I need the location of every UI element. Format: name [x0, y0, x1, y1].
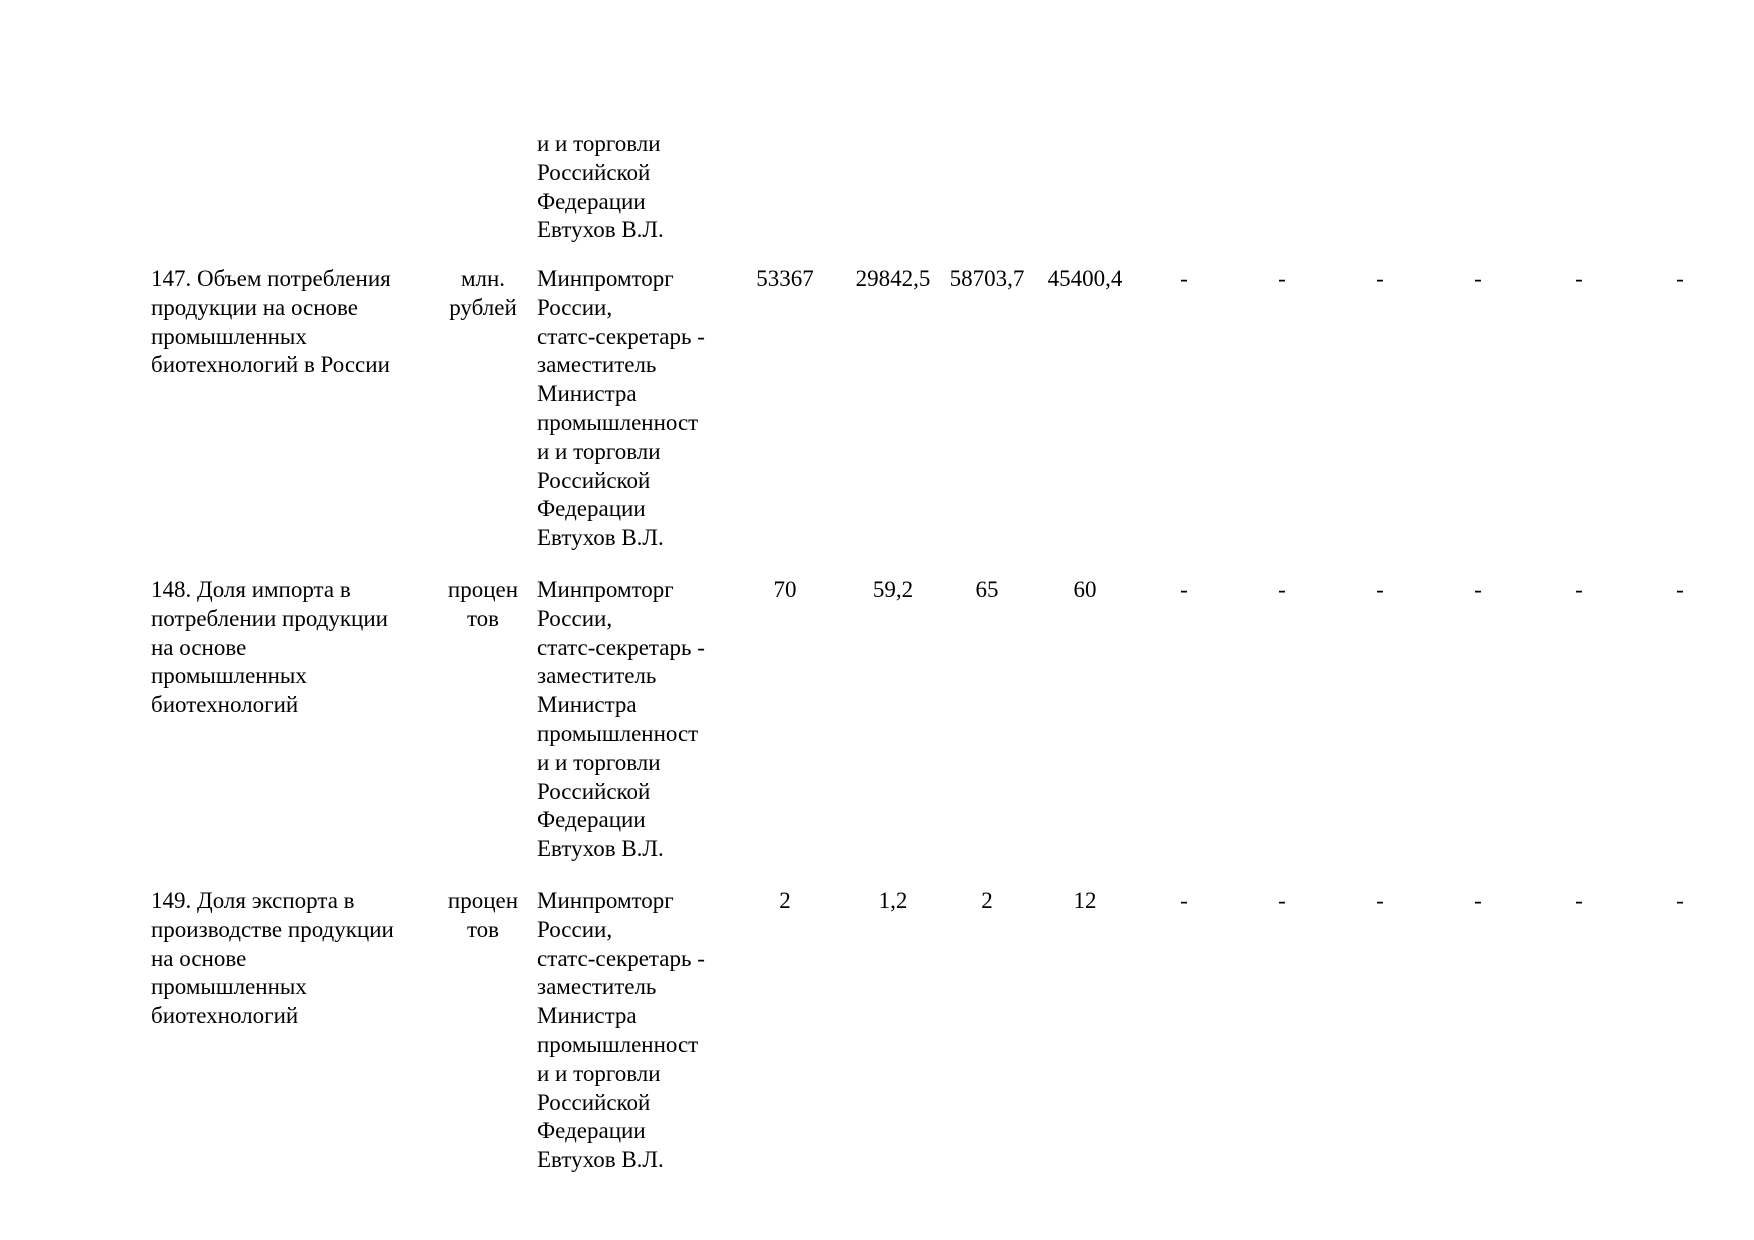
value-cell: 1,2	[878, 888, 908, 913]
value-cell: 53367	[756, 266, 814, 291]
value-cell: -	[1278, 888, 1286, 913]
value-cell: -	[1474, 266, 1482, 291]
value-cell: 59,2	[872, 577, 914, 602]
value-cell: 70	[773, 577, 797, 602]
value-cell: -	[1180, 888, 1188, 913]
value-cell: 2	[981, 888, 993, 913]
unit-of-measure: млн. рублей	[449, 266, 517, 320]
unit-of-measure: процен тов	[447, 888, 519, 942]
value-cell: -	[1474, 888, 1482, 913]
responsible-party: Минпромторг России, статс-секретарь - заместитель Министра промышленност и и торговли Российской Федерации Евтухов В.Л.	[537, 266, 705, 551]
indicator-name: 147. Объем потребления продукции на основе промышленных биотехнологий в России	[151, 266, 391, 378]
table-row	[0, 265, 1754, 565]
value-cell: 58703,7	[949, 266, 1025, 291]
value-cell: -	[1376, 577, 1384, 602]
value-cell: 60	[1073, 577, 1097, 602]
continuation-responsible-text: и и торговли Российской Федерации Евтухов В.Л.	[537, 131, 664, 243]
unit-of-measure: процен тов	[447, 577, 519, 631]
value-cell: -	[1376, 266, 1384, 291]
value-cell: 12	[1073, 888, 1097, 913]
value-cell: -	[1278, 266, 1286, 291]
value-cell: -	[1676, 577, 1684, 602]
value-cell: -	[1575, 266, 1583, 291]
value-cell: -	[1474, 577, 1482, 602]
indicator-name: 149. Доля экспорта в производстве продукции на основе промышленных биотехнологий	[151, 888, 394, 1029]
value-cell: 29842,5	[855, 266, 931, 291]
value-cell: -	[1180, 266, 1188, 291]
indicator-name: 148. Доля импорта в потреблении продукции на основе промышленных биотехнологий	[151, 577, 388, 718]
value-cell: -	[1278, 577, 1286, 602]
value-cell: -	[1575, 577, 1583, 602]
value-cell: -	[1676, 888, 1684, 913]
responsible-party: Минпромторг России, статс-секретарь - заместитель Министра промышленност и и торговли Российской Федерации Евтухов В.Л.	[537, 577, 705, 862]
value-cell: 2	[779, 888, 791, 913]
value-cell: -	[1180, 577, 1188, 602]
value-cell: -	[1676, 266, 1684, 291]
table-row	[0, 887, 1754, 1187]
value-cell: -	[1376, 888, 1384, 913]
value-cell: -	[1575, 888, 1583, 913]
responsible-party: Минпромторг России, статс-секретарь - заместитель Министра промышленност и и торговли Российской Федерации Евтухов В.Л.	[537, 888, 705, 1173]
value-cell: 45400,4	[1047, 266, 1123, 291]
value-cell: 65	[975, 577, 999, 602]
table-row	[0, 576, 1754, 876]
